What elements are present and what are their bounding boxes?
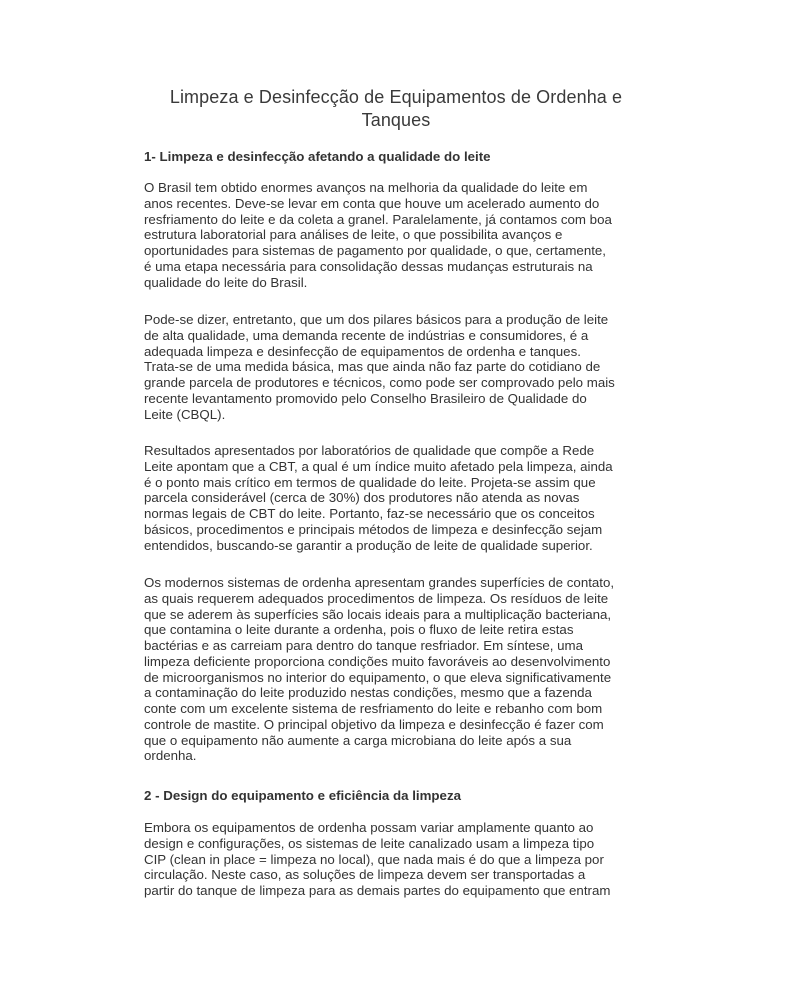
document-title xyxy=(140,86,652,132)
text-line: limpeza deficiente proporciona condições muito favoráveis ao desenvolvimento xyxy=(144,653,611,669)
text-line: Embora os equipamentos de ordenha possam variar amplamente quanto ao xyxy=(144,820,594,835)
text-line: de microorganismos no interior do equipamento, o que eleva significativamente xyxy=(144,669,612,685)
text-line: oportunidades para sistemas de pagamento por qualidade, o que, certamente, xyxy=(144,243,607,258)
text-line: controle de mastite. O principal objetivo da limpeza e desinfecção é fazer com xyxy=(144,716,604,732)
text-line: qualidade do leite do Brasil. xyxy=(144,274,308,290)
text-line: básicos, procedimentos e principais métodos de limpeza e desinfecção sejam xyxy=(144,521,603,537)
paragraph xyxy=(144,575,664,764)
text-line: resfriamento do leite e da coleta a granel. Paralelamente, já contamos com boa xyxy=(144,211,612,227)
text-line: bactérias e as carreiam para dentro do tanque resfriador. Em síntese, uma xyxy=(144,638,584,653)
text-line: recente levantamento promovido pelo Conselho Brasileiro de Qualidade do xyxy=(144,390,587,406)
text-line: a contaminação do leite produzido nestas condições, mesmo que a fazenda xyxy=(144,685,592,701)
text-line: entendidos, buscando-se garantir a produção de leite de qualidade superior. xyxy=(144,537,593,553)
text-line: Trata-se de uma medida básica, mas que ainda não faz parte do cotidiano de xyxy=(144,359,601,375)
text-line: normas legais de CBT do leite. Portanto, faz-se necessário que os conceitos xyxy=(144,506,595,521)
text-line: conte com um excelente sistema de resfriamento do leite e rebanho com bom xyxy=(144,701,603,716)
text-line: Leite apontam que a CBT, a qual é um índice muito afetado pela limpeza, ainda xyxy=(144,458,613,474)
text-line: design e configurações, os sistemas de leite canalizado usam a limpeza tipo xyxy=(144,835,595,851)
text-line: Os modernos sistemas de ordenha apresentam grandes superfícies de contato, xyxy=(144,575,615,590)
text-line: Leite (CBQL). xyxy=(144,406,226,422)
paragraph xyxy=(144,312,664,422)
section-heading: 2 - Design do equipamento e eficiência da limpeza xyxy=(144,788,461,803)
text-line: é uma etapa necessária para consolidação dessas mudanças estruturais na xyxy=(144,258,593,274)
text-line: anos recentes. Deve-se levar em conta que houve um acelerado aumento do xyxy=(144,195,600,211)
text-line: as quais requerem adequados procedimentos de limpeza. Os resíduos de leite xyxy=(144,590,609,606)
text-line: adequada limpeza e desinfecção de equipamentos de ordenha e tanques. xyxy=(144,343,581,359)
paragraph xyxy=(144,180,664,290)
text-line: parcela considerável (cerca de 30%) dos produtores não atenda as novas xyxy=(144,490,580,506)
section-heading: 1- Limpeza e desinfecção afetando a qualidade do leite xyxy=(144,149,491,164)
text-line: Resultados apresentados por laboratórios de qualidade que compõe a Rede xyxy=(144,443,595,458)
text-line: estrutura laboratorial para análises de leite, o que possibilita avanços e xyxy=(144,227,563,243)
text-line: ordenha. xyxy=(144,748,197,764)
text-line: que contamina o leite durante a ordenha, pois o fluxo de leite retira estas xyxy=(144,622,574,638)
text-line: O Brasil tem obtido enormes avanços na melhoria da qualidade do leite em xyxy=(144,180,588,195)
text-line: que se aderem às superfícies são locais ideais para a multiplicação bacteriana, xyxy=(144,606,612,622)
text-line: que o equipamento não aumente a carga microbiana do leite após a sua xyxy=(144,732,572,748)
text-line: Pode-se dizer, entretanto, que um dos pilares básicos para a produção de leite xyxy=(144,312,609,327)
text-line: circulação. Neste caso, as soluções de limpeza devem ser transportadas a xyxy=(144,867,586,883)
text-line: CIP (clean in place = limpeza no local), que nada mais é do que a limpeza por xyxy=(144,851,604,867)
text-line: grande parcela de produtores e técnicos, como pode ser comprovado pelo mais xyxy=(144,375,615,390)
title-line: Limpeza e Desinfecção de Equipamentos de Ordenha e xyxy=(169,87,623,107)
text-line: é o ponto mais crítico em termos de qualidade do leite. Projeta-se assim que xyxy=(144,474,596,490)
text-line: partir do tanque de limpeza para as demais partes do equipamento que entram xyxy=(144,883,611,898)
title-line: Tanques xyxy=(361,110,431,130)
paragraph xyxy=(144,443,664,553)
paragraph xyxy=(144,820,664,899)
text-line: de alta qualidade, uma demanda recente de indústrias e consumidores, é a xyxy=(144,327,589,343)
